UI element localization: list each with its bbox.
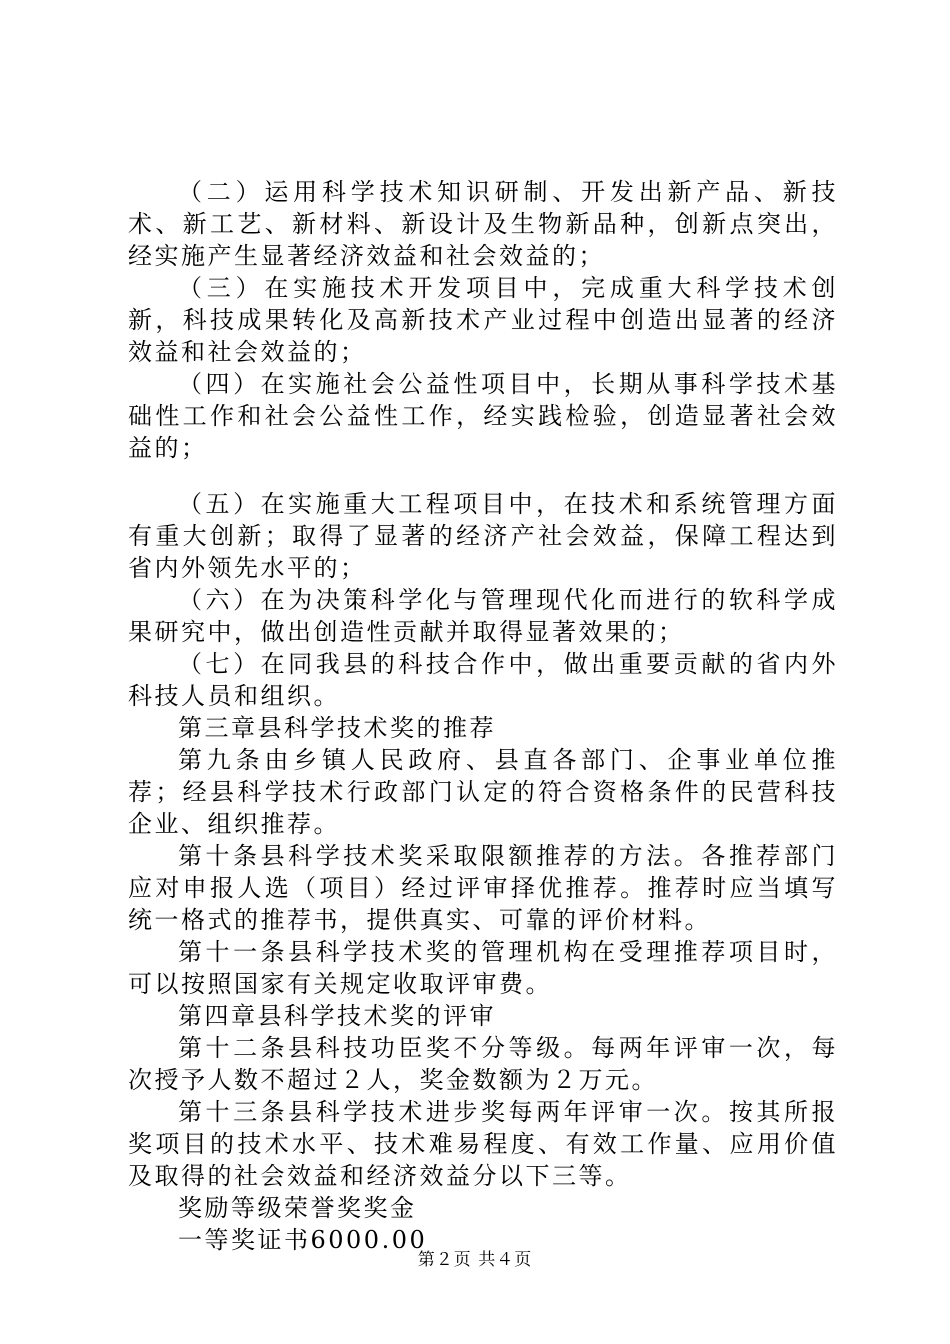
paragraph-item-7: （七）在同我县的科技合作中，做出重要贡献的省内外科技人员和组织。 bbox=[128, 650, 838, 710]
page-footer: 第２页 共４页 bbox=[417, 1250, 533, 1270]
paragraph-item-5: （五）在实施重大工程项目中，在技术和系统管理方面有重大创新；取得了显著的经济产社会效益，保障工程达到省内外领先水平的； bbox=[128, 490, 838, 582]
paragraph-item-2: （二）运用科学技术知识研制、开发出新产品、新技术、新工艺、新材料、新设计及生物新品种，创新点突出，经实施产生显著经济效益和社会效益的； bbox=[128, 178, 838, 270]
article-11: 第十一条县科学技术奖的管理机构在受理推荐项目时，可以按照国家有关规定收取评审费。 bbox=[128, 938, 838, 998]
chapter-3-heading: 第三章县科学技术奖的推荐 bbox=[178, 714, 496, 742]
paragraph-item-6: （六）在为决策科学化与管理现代化而进行的软科学成果研究中，做出创造性贡献并取得显著效果的； bbox=[128, 586, 838, 646]
chapter-4-heading: 第四章县科学技术奖的评审 bbox=[178, 1002, 496, 1030]
article-10: 第十条县科学技术奖采取限额推荐的方法。各推荐部门应对申报人选（项目）经过评审择优推荐。推荐时应当填写统一格式的推荐书，提供真实、可靠的评价材料。 bbox=[128, 842, 838, 934]
paragraph-item-3: （三）在实施技术开发项目中，完成重大科学技术创新，科技成果转化及高新技术产业过程中创造出显著的经济效益和社会效益的； bbox=[128, 274, 838, 366]
paragraph-spacer bbox=[128, 464, 838, 488]
article-12: 第十二条县科技功臣奖不分等级。每两年评审一次，每次授予人数不超过２人，奖金数额为２万元。 bbox=[128, 1034, 838, 1094]
paragraph-item-4: （四）在实施社会公益性项目中，长期从事科学技术基础性工作和社会公益性工作，经实践检验，创造显著社会效益的； bbox=[128, 370, 838, 462]
award-first-prize: 一等奖证书6000.00 bbox=[178, 1226, 428, 1254]
article-13: 第十三条县科学技术进步奖每两年评审一次。按其所报奖项目的技术水平、技术难易程度、有效工作量、应用价值及取得的社会效益和经济效益分以下三等。 bbox=[128, 1098, 838, 1190]
article-9: 第九条由乡镇人民政府、县直各部门、企事业单位推荐；经县科学技术行政部门认定的符合资格条件的民营科技企业、组织推荐。 bbox=[128, 746, 838, 838]
document-body bbox=[128, 176, 838, 1256]
award-table-header: 奖励等级荣誉奖奖金 bbox=[178, 1194, 417, 1222]
